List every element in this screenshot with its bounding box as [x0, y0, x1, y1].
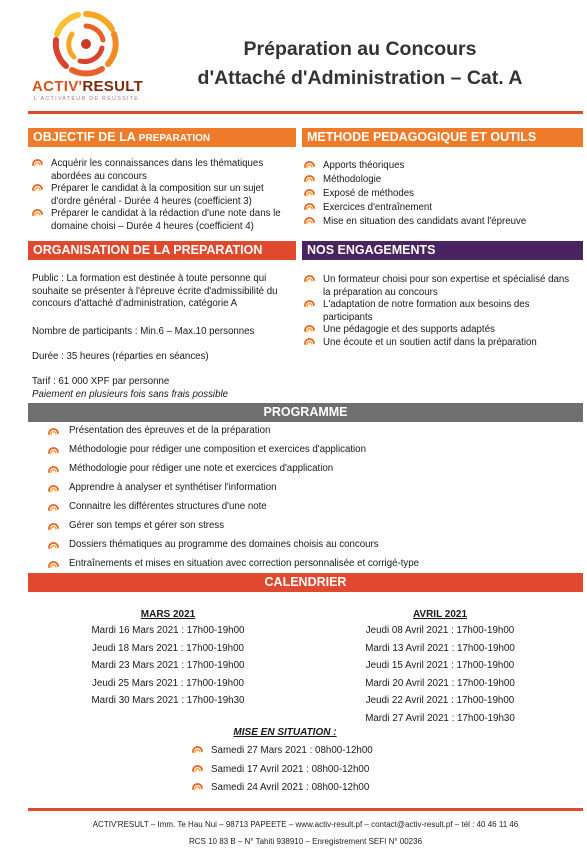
list-item: Une écoute et un soutien actif dans la préparation: [304, 337, 574, 350]
swirl-bullet-icon: [192, 782, 203, 790]
date-item: Mardi 27 Avril 2021 : 17h00-19h30: [365, 712, 515, 724]
list-item: Acquérir les connaissances dans les thématiques abordées au concours: [32, 158, 296, 183]
list-item: Présentation des épreuves et de la préparation: [48, 424, 419, 443]
organisation-participants: Nombre de participants : Min.6 – Max.10 personnes: [32, 326, 255, 337]
programme-heading: PROGRAMME: [28, 403, 583, 422]
logo-tagline: L'ACTIVATEUR DE RÉUSSITE: [34, 96, 140, 102]
date-item: Jeudi 15 Avril 2021 : 17h00-19h00: [365, 660, 515, 672]
avril-heading: AVRIL 2021: [412, 609, 468, 620]
programme-list: [48, 424, 419, 576]
swirl-bullet-icon: [48, 427, 59, 435]
date-item: Mardi 20 Avril 2021 : 17h00-19h00: [365, 677, 515, 689]
date-item: Mardi 13 Avril 2021 : 17h00-19h00: [365, 642, 515, 654]
list-item: Samedi 27 Mars 2021 : 08h00-12h00: [192, 744, 373, 763]
list-item: Exercices d'entraînement: [304, 201, 582, 215]
swirl-bullet-icon: [304, 338, 315, 346]
mars-heading: MARS 2021: [140, 609, 196, 620]
objectif-list: [32, 158, 296, 233]
swirl-bullet-icon: [48, 446, 59, 454]
date-item: Mardi 30 Mars 2021 : 17h00-19h30: [91, 695, 245, 707]
swirl-bullet-icon: [304, 275, 315, 283]
date-item: Jeudi 22 Avril 2021 : 17h00-19h00: [365, 695, 515, 707]
date-item: Mardi 16 Mars 2021 : 17h00-19h00: [91, 625, 245, 636]
list-item: Mise en situation des candidats avant l'épreuve: [304, 215, 582, 229]
swirl-bullet-icon: [48, 541, 59, 549]
footer-contact: ACTIV'RESULT – Imm. Te Hau Nui – 98713 PAPEETE – www.activ-result.pf – contact@activ-result.pf – tél : 40 46 11 46: [92, 820, 519, 829]
swirl-bullet-icon: [304, 174, 315, 182]
list-item: Entraînements et mises en situation avec correction personnalisée et corrigé-type: [48, 557, 419, 576]
swirl-bullet-icon: [48, 465, 59, 473]
organisation-public: Public : La formation est destinée à toute personne qui souhaite se présenter à l'épreuve écrite d'admissibilité du concours d'attaché d'administration, catégorie A: [32, 273, 278, 309]
objectif-heading: OBJECTIF DE LA PREPARATION: [28, 128, 296, 147]
swirl-bullet-icon: [192, 745, 203, 753]
organisation-tarif: Tarif : 61 000 XPF par personne: [32, 376, 170, 387]
swirl-bullet-icon: [48, 522, 59, 530]
list-item: Gérer son temps et gérer son stress: [48, 519, 419, 538]
date-item: Mardi 23 Mars 2021 : 17h00-19h00: [91, 660, 245, 672]
organisation-paiement: Paiement en plusieurs fois sans frais possible: [32, 389, 229, 400]
calendrier-heading: CALENDRIER: [28, 573, 583, 592]
swirl-bullet-icon: [48, 560, 59, 568]
swirl-bullet-icon: [32, 209, 43, 217]
list-item: Préparer le candidat à la composition sur un sujet d'ordre général - Durée 4 heures (coefficient 3): [32, 183, 296, 208]
date-item: Jeudi 25 Mars 2021 : 17h00-19h00: [92, 677, 244, 689]
mise-en-situation-heading: MISE EN SITUATION :: [233, 727, 337, 738]
page-header: [0, 0, 587, 110]
list-item: Préparer le candidat à la rédaction d'une note dans le domaine choisi – Durée 4 heures (coefficient 4): [32, 208, 296, 233]
list-item: Méthodologie pour rédiger une note et exercices d'application: [48, 462, 419, 481]
footer-divider: [28, 808, 583, 811]
header-divider: [28, 111, 583, 114]
list-item: Exposé de méthodes: [304, 187, 582, 201]
engagements-list: [304, 274, 574, 349]
list-item: Méthodologie pour rédiger une composition et exercices d'application: [48, 443, 419, 462]
swirl-bullet-icon: [48, 484, 59, 492]
swirl-bullet-icon: [304, 160, 315, 168]
mars-dates: [68, 622, 268, 710]
swirl-bullet-icon: [32, 159, 43, 167]
list-item: L'adaptation de notre formation aux besoins des participants: [304, 299, 574, 324]
engagements-heading: NOS ENGAGEMENTS: [302, 241, 583, 260]
list-item: Apports théoriques: [304, 159, 582, 173]
company-logo: [28, 8, 148, 108]
page-title: Préparation au Concours d'Attaché d'Administration – Cat. A: [197, 38, 523, 89]
spiral-sun-logo-icon: [50, 8, 122, 78]
swirl-bullet-icon: [304, 325, 315, 333]
list-item: Connaitre les différentes structures d'une note: [48, 500, 419, 519]
methode-list: [304, 159, 582, 229]
swirl-bullet-icon: [192, 764, 203, 772]
avril-dates: [340, 622, 540, 728]
list-item: Samedi 24 Avril 2021 : 08h00-12h00: [192, 781, 373, 800]
organisation-duree: Durée : 35 heures (réparties en séances): [32, 351, 209, 362]
list-item: Samedi 17 Avril 2021 : 08h00-12h00: [192, 763, 373, 782]
list-item: Une pédagogie et des supports adaptés: [304, 324, 574, 337]
footer-registration: RCS 10 83 B – N° Tahiti 938910 – Enregistrement SEFI N° 00236: [188, 837, 423, 846]
list-item: Méthodologie: [304, 173, 582, 187]
swirl-bullet-icon: [304, 188, 315, 196]
date-item: Jeudi 18 Mars 2021 : 17h00-19h00: [92, 642, 244, 654]
list-item: Un formateur choisi pour son expertise et spécialisé dans la préparation au concours: [304, 274, 574, 299]
swirl-bullet-icon: [48, 503, 59, 511]
date-item: Jeudi 08 Avril 2021 : 17h00-19h00: [365, 625, 515, 636]
swirl-bullet-icon: [304, 300, 315, 308]
mise-en-situation-list: [192, 744, 373, 800]
methode-heading: METHODE PEDAGOGIQUE ET OUTILS: [302, 128, 583, 147]
swirl-bullet-icon: [304, 202, 315, 210]
logo-wordmark: ACTIV'RESULT: [32, 78, 144, 95]
swirl-bullet-icon: [32, 184, 43, 192]
organisation-heading: ORGANISATION DE LA PREPARATION: [28, 241, 296, 260]
swirl-bullet-icon: [304, 216, 315, 224]
list-item: Apprendre à analyser et synthétiser l'information: [48, 481, 419, 500]
list-item: Dossiers thématiques au programme des domaines choisis au concours: [48, 538, 419, 557]
